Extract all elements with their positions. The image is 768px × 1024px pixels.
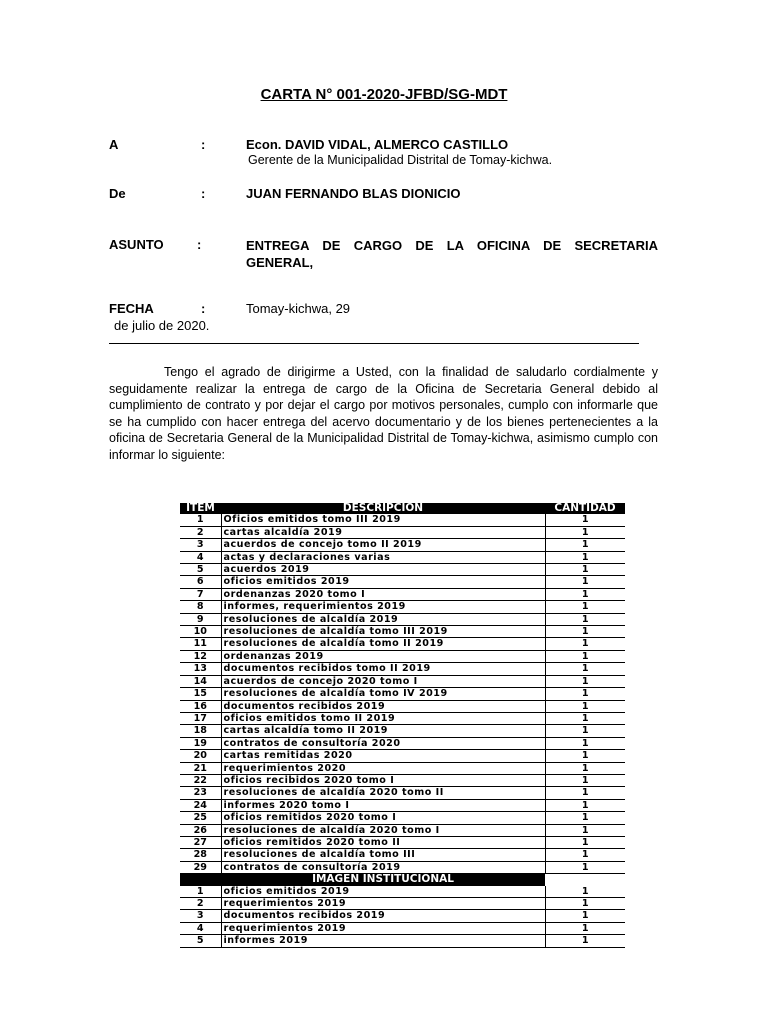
item-number: 2 bbox=[180, 898, 221, 910]
item-number: 21 bbox=[180, 762, 221, 774]
item-quantity: 1 bbox=[545, 626, 625, 638]
item-quantity: 1 bbox=[545, 886, 625, 898]
section-cell bbox=[545, 874, 625, 886]
item-quantity: 1 bbox=[545, 564, 625, 576]
item-quantity: 1 bbox=[545, 812, 625, 824]
item-description: documentos recibidos tomo II 2019 bbox=[221, 663, 545, 675]
item-number: 17 bbox=[180, 712, 221, 724]
table-row bbox=[180, 799, 625, 811]
item-description: requerimientos 2019 bbox=[221, 922, 545, 934]
item-number: 19 bbox=[180, 737, 221, 749]
item-quantity: 1 bbox=[545, 824, 625, 836]
table-row bbox=[180, 762, 625, 774]
date-value-line2: de julio de 2020. bbox=[114, 318, 210, 333]
header-item: ITEM bbox=[180, 503, 221, 514]
to-colon: : bbox=[201, 137, 206, 152]
table-row bbox=[180, 638, 625, 650]
item-description: resoluciones de alcaldía tomo III 2019 bbox=[221, 626, 545, 638]
item-description: resoluciones de alcaldía 2020 tomo II bbox=[221, 787, 545, 799]
table-row bbox=[180, 861, 625, 873]
item-number: 20 bbox=[180, 750, 221, 762]
table-row bbox=[180, 824, 625, 836]
separator-line bbox=[109, 343, 639, 344]
item-number: 2 bbox=[180, 526, 221, 538]
item-number: 1 bbox=[180, 514, 221, 526]
item-description: resoluciones de alcaldía 2019 bbox=[221, 613, 545, 625]
item-number: 9 bbox=[180, 613, 221, 625]
item-number: 23 bbox=[180, 787, 221, 799]
item-description: ordenanzas 2019 bbox=[221, 650, 545, 662]
table-row bbox=[180, 601, 625, 613]
table-row bbox=[180, 626, 625, 638]
item-number: 25 bbox=[180, 812, 221, 824]
to-name: Econ. DAVID VIDAL, ALMERCO CASTILLO bbox=[246, 137, 509, 152]
item-description: requerimientos 2019 bbox=[221, 898, 545, 910]
table-row bbox=[180, 725, 625, 737]
table-row bbox=[180, 712, 625, 724]
item-number: 16 bbox=[180, 700, 221, 712]
item-description: Oficios emitidos tomo III 2019 bbox=[221, 514, 545, 526]
item-quantity: 1 bbox=[545, 935, 625, 947]
table-header-row bbox=[180, 503, 625, 514]
table-row bbox=[180, 935, 625, 947]
item-description: oficios emitidos 2019 bbox=[221, 886, 545, 898]
table-row bbox=[180, 787, 625, 799]
table-row bbox=[180, 539, 625, 551]
table-row bbox=[180, 849, 625, 861]
item-number: 4 bbox=[180, 551, 221, 563]
from-label: De bbox=[109, 186, 126, 201]
date-label: FECHA bbox=[109, 301, 154, 316]
section-cell bbox=[180, 874, 221, 886]
item-quantity: 1 bbox=[545, 799, 625, 811]
item-description: informes 2020 tomo I bbox=[221, 799, 545, 811]
item-description: documentos recibidos 2019 bbox=[221, 700, 545, 712]
item-quantity: 1 bbox=[545, 836, 625, 848]
item-number: 14 bbox=[180, 675, 221, 687]
item-number: 26 bbox=[180, 824, 221, 836]
item-quantity: 1 bbox=[545, 576, 625, 588]
item-quantity: 1 bbox=[545, 898, 625, 910]
table-row bbox=[180, 898, 625, 910]
item-number: 13 bbox=[180, 663, 221, 675]
subject-colon: : bbox=[197, 237, 202, 252]
item-number: 22 bbox=[180, 774, 221, 786]
item-description: acuerdos 2019 bbox=[221, 564, 545, 576]
table-row bbox=[180, 688, 625, 700]
table-row bbox=[180, 514, 625, 526]
date-colon: : bbox=[201, 301, 206, 316]
item-number: 12 bbox=[180, 650, 221, 662]
item-quantity: 1 bbox=[545, 712, 625, 724]
item-quantity: 1 bbox=[545, 725, 625, 737]
item-quantity: 1 bbox=[545, 700, 625, 712]
date-value-line1: Tomay-kichwa, 29 bbox=[246, 301, 351, 316]
item-description: oficios remitidos 2020 tomo II bbox=[221, 836, 545, 848]
table-row bbox=[180, 588, 625, 600]
table-row bbox=[180, 737, 625, 749]
item-description: actas y declaraciones varias bbox=[221, 551, 545, 563]
item-quantity: 1 bbox=[545, 922, 625, 934]
subject-label: ASUNTO bbox=[109, 237, 164, 252]
header-quantity: CANTIDAD bbox=[545, 503, 625, 514]
item-number: 11 bbox=[180, 638, 221, 650]
item-number: 28 bbox=[180, 849, 221, 861]
item-description: cartas alcaldía tomo II 2019 bbox=[221, 725, 545, 737]
item-number: 5 bbox=[180, 935, 221, 947]
item-quantity: 1 bbox=[545, 539, 625, 551]
item-number: 3 bbox=[180, 539, 221, 551]
item-quantity: 1 bbox=[545, 613, 625, 625]
item-description: documentos recibidos 2019 bbox=[221, 910, 545, 922]
item-number: 24 bbox=[180, 799, 221, 811]
table-row bbox=[180, 650, 625, 662]
item-quantity: 1 bbox=[545, 774, 625, 786]
item-quantity: 1 bbox=[545, 588, 625, 600]
item-quantity: 1 bbox=[545, 601, 625, 613]
item-quantity: 1 bbox=[545, 638, 625, 650]
item-quantity: 1 bbox=[545, 910, 625, 922]
item-description: resoluciones de alcaldía 2020 tomo I bbox=[221, 824, 545, 836]
table-row bbox=[180, 836, 625, 848]
to-label: A bbox=[109, 137, 119, 152]
item-quantity: 1 bbox=[545, 787, 625, 799]
item-number: 7 bbox=[180, 588, 221, 600]
item-quantity: 1 bbox=[545, 551, 625, 563]
item-description: contratos de consultoría 2020 bbox=[221, 737, 545, 749]
item-description: informes, requerimientos 2019 bbox=[221, 601, 545, 613]
table-row bbox=[180, 526, 625, 538]
item-number: 29 bbox=[180, 861, 221, 873]
item-quantity: 1 bbox=[545, 849, 625, 861]
letter-title: CARTA N° 001-2020-JFBD/SG-MDT bbox=[260, 86, 508, 103]
table-row bbox=[180, 576, 625, 588]
subject-value: ENTREGA DE CARGO DE LA OFICINA DE SECRETARIA GENERAL, bbox=[246, 238, 658, 270]
item-number: 8 bbox=[180, 601, 221, 613]
item-quantity: 1 bbox=[545, 526, 625, 538]
item-number: 10 bbox=[180, 626, 221, 638]
item-description: requerimientos 2020 bbox=[221, 762, 545, 774]
letter-body: Tengo el agrado de dirigirme a Usted, con la finalidad de saludarlo cordialmente y seguidamente realizar la entrega de cargo de la Oficina de Secretaria General debido al cumplimiento de contrato y por dejar el cargo por motivos personales, cumplo con informarle que se ha cumplido con hacer entrega del acervo documentario y de los bienes pertenecientes a la oficina de Secretaria General de la Municipalidad Distrital de Tomay-kichwa, asimismo cumplo con informar lo siguiente: bbox=[109, 365, 658, 462]
item-description: acuerdos de concejo tomo II 2019 bbox=[221, 539, 545, 551]
item-number: 5 bbox=[180, 564, 221, 576]
inventory-table bbox=[180, 503, 625, 948]
item-description: informes 2019 bbox=[221, 935, 545, 947]
table-row bbox=[180, 613, 625, 625]
item-quantity: 1 bbox=[545, 650, 625, 662]
item-description: cartas alcaldía 2019 bbox=[221, 526, 545, 538]
table-row bbox=[180, 663, 625, 675]
table-row bbox=[180, 774, 625, 786]
table-row bbox=[180, 700, 625, 712]
item-quantity: 1 bbox=[545, 688, 625, 700]
item-number: 27 bbox=[180, 836, 221, 848]
section-title: IMAGEN INSTITUCIONAL bbox=[221, 874, 545, 886]
item-number: 1 bbox=[180, 886, 221, 898]
table-row bbox=[180, 551, 625, 563]
item-description: ordenanzas 2020 tomo I bbox=[221, 588, 545, 600]
item-description: oficios emitidos tomo II 2019 bbox=[221, 712, 545, 724]
to-role: Gerente de la Municipalidad Distrital de Tomay-kichwa. bbox=[248, 153, 553, 167]
item-description: acuerdos de concejo 2020 tomo I bbox=[221, 675, 545, 687]
item-quantity: 1 bbox=[545, 762, 625, 774]
item-description: contratos de consultoría 2019 bbox=[221, 861, 545, 873]
item-description: oficios recibidos 2020 tomo I bbox=[221, 774, 545, 786]
item-description: oficios remitidos 2020 tomo I bbox=[221, 812, 545, 824]
table-row bbox=[180, 886, 625, 898]
item-number: 6 bbox=[180, 576, 221, 588]
table-row bbox=[180, 812, 625, 824]
item-description: oficios emitidos 2019 bbox=[221, 576, 545, 588]
from-name: JUAN FERNANDO BLAS DIONICIO bbox=[246, 186, 461, 201]
item-quantity: 1 bbox=[545, 514, 625, 526]
item-number: 3 bbox=[180, 910, 221, 922]
item-quantity: 1 bbox=[545, 861, 625, 873]
item-description: resoluciones de alcaldía tomo IV 2019 bbox=[221, 688, 545, 700]
table-row bbox=[180, 675, 625, 687]
table-row bbox=[180, 910, 625, 922]
from-colon: : bbox=[201, 186, 206, 201]
item-description: resoluciones de alcaldía tomo II 2019 bbox=[221, 638, 545, 650]
table-row bbox=[180, 922, 625, 934]
item-quantity: 1 bbox=[545, 737, 625, 749]
item-quantity: 1 bbox=[545, 663, 625, 675]
item-description: cartas remitidas 2020 bbox=[221, 750, 545, 762]
section-header-row bbox=[180, 874, 625, 886]
table-row bbox=[180, 564, 625, 576]
item-quantity: 1 bbox=[545, 750, 625, 762]
item-description: resoluciones de alcaldía tomo III bbox=[221, 849, 545, 861]
header-description: DESCRIPCION bbox=[221, 503, 545, 514]
item-number: 18 bbox=[180, 725, 221, 737]
item-number: 15 bbox=[180, 688, 221, 700]
item-quantity: 1 bbox=[545, 675, 625, 687]
item-number: 4 bbox=[180, 922, 221, 934]
table-row bbox=[180, 750, 625, 762]
